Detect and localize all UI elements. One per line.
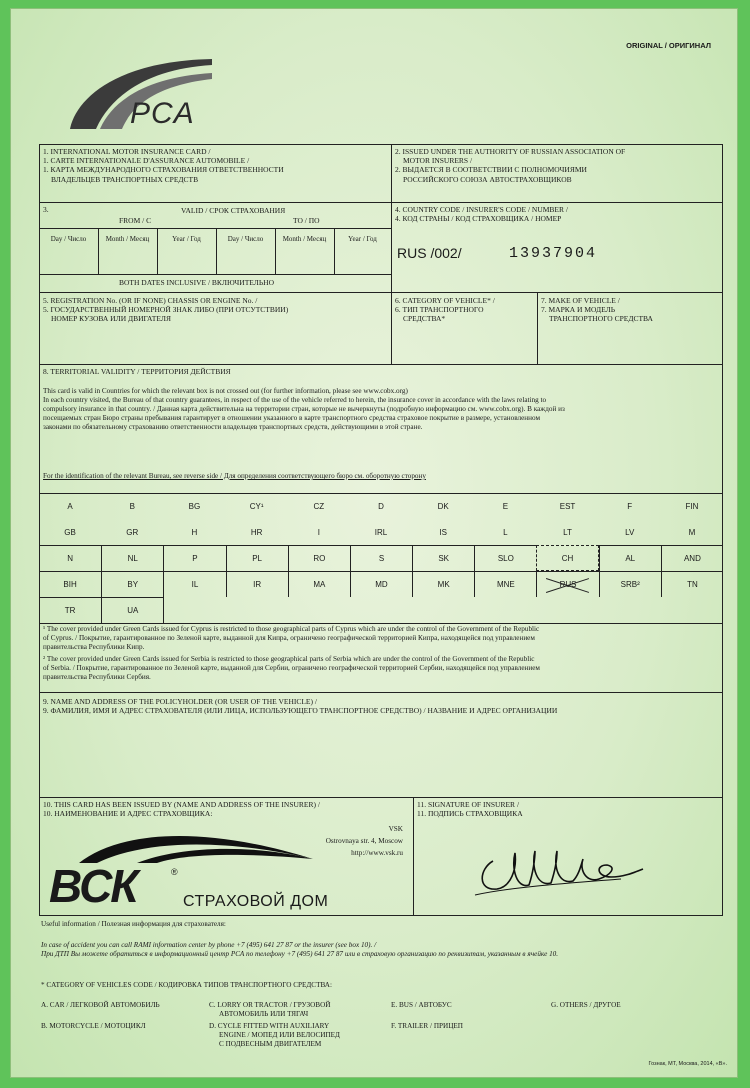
country-cell (39, 493, 101, 519)
country-cell (101, 519, 163, 545)
country-cell (474, 519, 536, 545)
country-code: BIH (63, 580, 77, 589)
country-cell (599, 493, 661, 519)
country-cell (474, 597, 536, 623)
country-cell (599, 571, 661, 597)
country-cell (412, 597, 474, 623)
box-3-from-label: FROM / С (119, 216, 152, 225)
country-cell (101, 597, 163, 623)
country-code: MK (437, 580, 450, 589)
country-insurer-code: RUS /002/ (397, 245, 462, 261)
country-cell (661, 571, 723, 597)
country-code: P (192, 554, 198, 563)
country-cell (163, 545, 225, 571)
country-code: HR (250, 527, 263, 537)
from-day-label: Day / Число (50, 235, 87, 243)
insurer-name: VSK (388, 825, 403, 833)
country-cell (661, 493, 723, 519)
country-code: CY¹ (249, 501, 264, 511)
country-cell (288, 545, 350, 571)
country-code: D (378, 501, 384, 511)
country-code: LT (563, 527, 572, 537)
country-code: MNE (496, 580, 515, 589)
country-cell (101, 571, 163, 597)
from-year-label: Year / Год (172, 235, 201, 243)
country-code: CH (561, 553, 574, 563)
vsk-logo-tagline: СТРАХОВОЙ ДОМ (183, 893, 329, 910)
box-5-registration: 5. REGISTRATION No. (OR IF NONE) CHASSIS OR ENGINE No. / 5. ГОСУДАРСТВЕННЫЙ НОМЕРНОЙ ЗНАК ЛИБО (ПРИ ОТСУТСТВИИ) НОМЕР КУЗОВА ИЛИ ДВИГАТЕЛЯ (43, 296, 289, 324)
printer-imprint: Гознак, МТ, Москва, 2014, «В». (648, 1061, 727, 1067)
country-cell (536, 545, 598, 571)
footnote-serbia: ² The cover provided under Green Cards issued for Serbia is restricted to those geographical parts of Serbia which are under the control of the Government of the Republic of Serbia. / Покрытие, гарантированное по Зеленой карте, выданной для Сербии, ограничено географической территорией Сербии, находящейся под управлением правительства Республики Сербия. (43, 655, 540, 681)
country-code: MA (313, 580, 326, 589)
country-cell (288, 519, 350, 545)
to-day-label: Day / Число (227, 235, 264, 243)
box-3-number: 3. (43, 205, 49, 214)
country-code: MD (375, 580, 388, 589)
category-d: D. CYCLE FITTED WITH AUXILIARY ENGINE / МОПЕД ИЛИ ВЕЛОСИПЕД С ПОДВЕСНЫМ ДВИГАТЕЛЕМ (209, 1022, 340, 1048)
footnote-cyprus: ¹ The cover provided under Green Cards issued for Cyprus is restricted to those geographical parts of Cyprus which are under the control of the Government of the Republic of Cyprus. / Покрытие, гарантированное по Зеленой карте, выданной для Кипра, ограничено географической территорией Кипра, находящейся под управлением правительства Республики Кипр. (43, 625, 540, 651)
country-cell (350, 493, 412, 519)
country-cell (412, 493, 474, 519)
box-11-signature-label: 11. SIGNATURE OF INSURER / 11. ПОДПИСЬ СТРАХОВЩИКА (417, 800, 523, 819)
country-code: FIN (685, 501, 699, 511)
country-cell (288, 493, 350, 519)
category-c: C. LORRY OR TRACTOR / ГРУЗОВОЙ АВТОМОБИЛЬ ИЛИ ТЯГАЧ (209, 1001, 331, 1018)
country-grid (39, 493, 723, 623)
country-cell (661, 519, 723, 545)
country-code: SLO (497, 554, 514, 563)
country-cell (412, 545, 474, 571)
both-dates-inclusive: BOTH DATES INCLUSIVE / ВКЛЮЧИТЕЛЬНО (119, 278, 275, 287)
country-code: EST (559, 501, 576, 511)
box-3-valid-label: VALID / СРОК СТРАХОВАНИЯ (181, 206, 286, 215)
country-cell (101, 493, 163, 519)
country-cell (599, 519, 661, 545)
country-cell (350, 571, 412, 597)
country-code: A (67, 501, 73, 511)
country-cell (226, 597, 288, 623)
country-cell (226, 519, 288, 545)
country-cell (661, 597, 723, 623)
country-cell (226, 545, 288, 571)
country-code: IS (439, 527, 447, 537)
country-code: RO (313, 554, 326, 563)
box-8-text: This card is valid in Countries for which the relevant box is not crossed out (for further information, please see www.cobx.org) In each country visited, the Bureau of that country guarantees, in respect of the use of the vehicle referred to herein, the insurance cover in accordance with the laws relating to compulsory insurance in that country. / Данная карта действительна на территории стран, которые не вычеркнуты (подробную информацию см. www.cobx.org). В каждой из посещаемых стран Бюро страны пребывания гарантирует в отношении указанного в карте транспортного средства страховое покрытие в размере, установленном законами по обязательному страхованию ответственности владельцев транспортных средств, действующими в этой стране. (43, 387, 565, 431)
rsa-logo-text: PCA (130, 97, 195, 130)
country-cell (39, 571, 101, 597)
country-code: B (129, 501, 135, 511)
country-code: UA (127, 606, 139, 615)
from-month-label: Month / Месяц (105, 235, 150, 243)
country-code: L (503, 527, 508, 537)
box-9-policyholder: 9. NAME AND ADDRESS OF THE POLICYHOLDER (OR USER OF THE VEHICLE) / 9. ФАМИЛИЯ, ИМЯ И АДРЕС СТРАХОВАТЕЛЯ (ИЛИ ЛИЦА, ИСПОЛЬЗУЮЩЕГО ТРАНСПОРТНОЕ СРЕДСТВО) / НАЗВАНИЕ И АДРЕС ОРГАНИЗАЦИИ (43, 697, 558, 716)
original-label: ORIGINAL / ОРИГИНАЛ (626, 41, 711, 50)
vsk-logo-bck: ВСК (49, 860, 137, 912)
vsk-logo-registered: ® (171, 867, 178, 877)
categories-title: * CATEGORY OF VEHICLES CODE / КОДИРОВКА ТИПОВ ТРАНСПОРТНОГО СРЕДСТВА: (41, 981, 332, 989)
bureau-reference-link[interactable]: For the identification of the relevant Bureau, see reverse side / Для определения соответствующего бюро см. оборотную сторону (43, 472, 426, 480)
country-cell (599, 597, 661, 623)
box-1-card-title: 1. INTERNATIONAL MOTOR INSURANCE CARD / 1. CARTE INTERNATIONALE D'ASSURANCE AUTOMOBILE / 1. КАРТА МЕЖДУНАРОДНОГО СТРАХОВАНИЯ ОТВЕТСТВЕННОСТИ ВЛАДЕЛЬЦЕВ ТРАНСПОРТНЫХ СРЕДСТВ (43, 147, 284, 184)
country-code: NL (127, 554, 138, 563)
insurer-website[interactable]: http://www.vsk.ru (351, 849, 403, 857)
category-a: A. CAR / ЛЕГКОВОЙ АВТОМОБИЛЬ (41, 1001, 160, 1009)
vsk-logo-swoosh (77, 825, 317, 865)
country-cell (474, 545, 536, 571)
category-b: B. MOTORCYCLE / МОТОЦИКЛ (41, 1022, 146, 1030)
green-card-document (10, 8, 738, 1078)
country-code: IR (253, 580, 262, 589)
country-code: I (317, 527, 320, 537)
country-code: SRB² (620, 580, 640, 589)
country-code: RUS (559, 580, 577, 589)
box-10-issuer-label: 10. THIS CARD HAS BEEN ISSUED BY (NAME AND ADDRESS OF THE INSURER) / 10. НАИМЕНОВАНИЕ И АДРЕС СТРАХОВЩИКА: (43, 800, 320, 819)
box-7-make: 7. MAKE OF VEHICLE / 7. МАРКА И МОДЕЛЬ ТРАНСПОРТНОГО СРЕДСТВА (541, 296, 653, 324)
country-cell (163, 493, 225, 519)
country-code: CZ (313, 501, 325, 511)
country-cell (350, 545, 412, 571)
country-code: M (688, 527, 696, 537)
country-code: N (67, 554, 73, 563)
country-cell (226, 493, 288, 519)
vsk-logo (47, 823, 377, 913)
country-code: AND (683, 554, 701, 563)
country-code: GR (126, 527, 139, 537)
box-3-to-label: TO / ПО (293, 216, 320, 225)
insurer-signature (471, 839, 651, 899)
country-code: BY (127, 580, 139, 589)
country-cell (350, 519, 412, 545)
country-cell (288, 597, 350, 623)
category-e: E. BUS / АВТОБУС (391, 1001, 452, 1009)
country-cell (288, 571, 350, 597)
to-month-label: Month / Месяц (282, 235, 327, 243)
country-code: SK (438, 554, 449, 563)
country-code: TN (687, 580, 698, 589)
box-8-title: 8. TERRITORIAL VALIDITY / ТЕРРИТОРИЯ ДЕЙСТВИЯ (43, 367, 231, 376)
country-cell (39, 545, 101, 571)
country-code: BG (188, 501, 201, 511)
useful-info-title: Useful information / Полезная информация для страхователя: (41, 920, 226, 928)
country-code: LV (625, 527, 635, 537)
country-code: H (191, 527, 198, 537)
country-cell (661, 545, 723, 571)
country-cell (163, 597, 225, 623)
country-cell (39, 597, 101, 623)
country-code: PL (252, 554, 263, 563)
country-cell (163, 519, 225, 545)
country-code: E (502, 501, 509, 511)
box-4-codes: 4. COUNTRY CODE / INSURER'S CODE / NUMBER / 4. КОД СТРАНЫ / КОД СТРАХОВЩИКА / НОМЕР (395, 205, 568, 224)
country-cell (536, 519, 598, 545)
country-cell (39, 519, 101, 545)
country-cell (226, 571, 288, 597)
insurer-address: Ostrovnaya str. 4, Moscow (325, 837, 403, 845)
country-cell (536, 597, 598, 623)
country-code: F (627, 501, 633, 511)
category-g: G. OTHERS / ДРУГОЕ (551, 1001, 621, 1009)
country-code: IRL (374, 527, 388, 537)
rsa-logo (66, 53, 226, 133)
country-cell (350, 597, 412, 623)
category-f: F. TRAILER / ПРИЦЕП (391, 1022, 463, 1030)
country-code: GB (64, 527, 76, 537)
box-6-category: 6. CATEGORY OF VEHICLE* / 6. ТИП ТРАНСПОРТНОГО СРЕДСТВА* (395, 296, 495, 324)
country-code: AL (625, 554, 636, 563)
country-cell (474, 493, 536, 519)
country-cell (412, 571, 474, 597)
country-code: S (378, 554, 385, 563)
country-code: IL (191, 580, 199, 589)
country-cell (536, 493, 598, 519)
country-code: TR (64, 606, 76, 615)
box-2-authority: 2. ISSUED UNDER THE AUTHORITY OF RUSSIAN ASSOCIATION OF MOTOR INSURERS / 2. ВЫДАЕТСЯ В СООТВЕТСТВИИ С ПОЛНОМОЧИЯМИ РОССИЙСКОГО СОЮЗА АВТОСТРАХОВЩИКОВ (395, 147, 626, 184)
country-code: DK (437, 501, 449, 511)
useful-info-text: In case of accident you can call RAMI information center by phone +7 (495) 641 27 87 or the insurer (see box 10). / При ДТП Вы можете обратиться в информационный центр РСА по телефону +7 (495) 641 27 87 или в страховую организацию по реквизитам, указанным в ячейке 10. (41, 941, 559, 958)
country-cell (599, 545, 661, 571)
country-cell (474, 571, 536, 597)
country-cell (536, 571, 598, 597)
country-cell (412, 519, 474, 545)
country-cell (101, 545, 163, 571)
country-cell (163, 571, 225, 597)
to-year-label: Year / Год (348, 235, 377, 243)
card-number: 13937904 (509, 245, 598, 262)
